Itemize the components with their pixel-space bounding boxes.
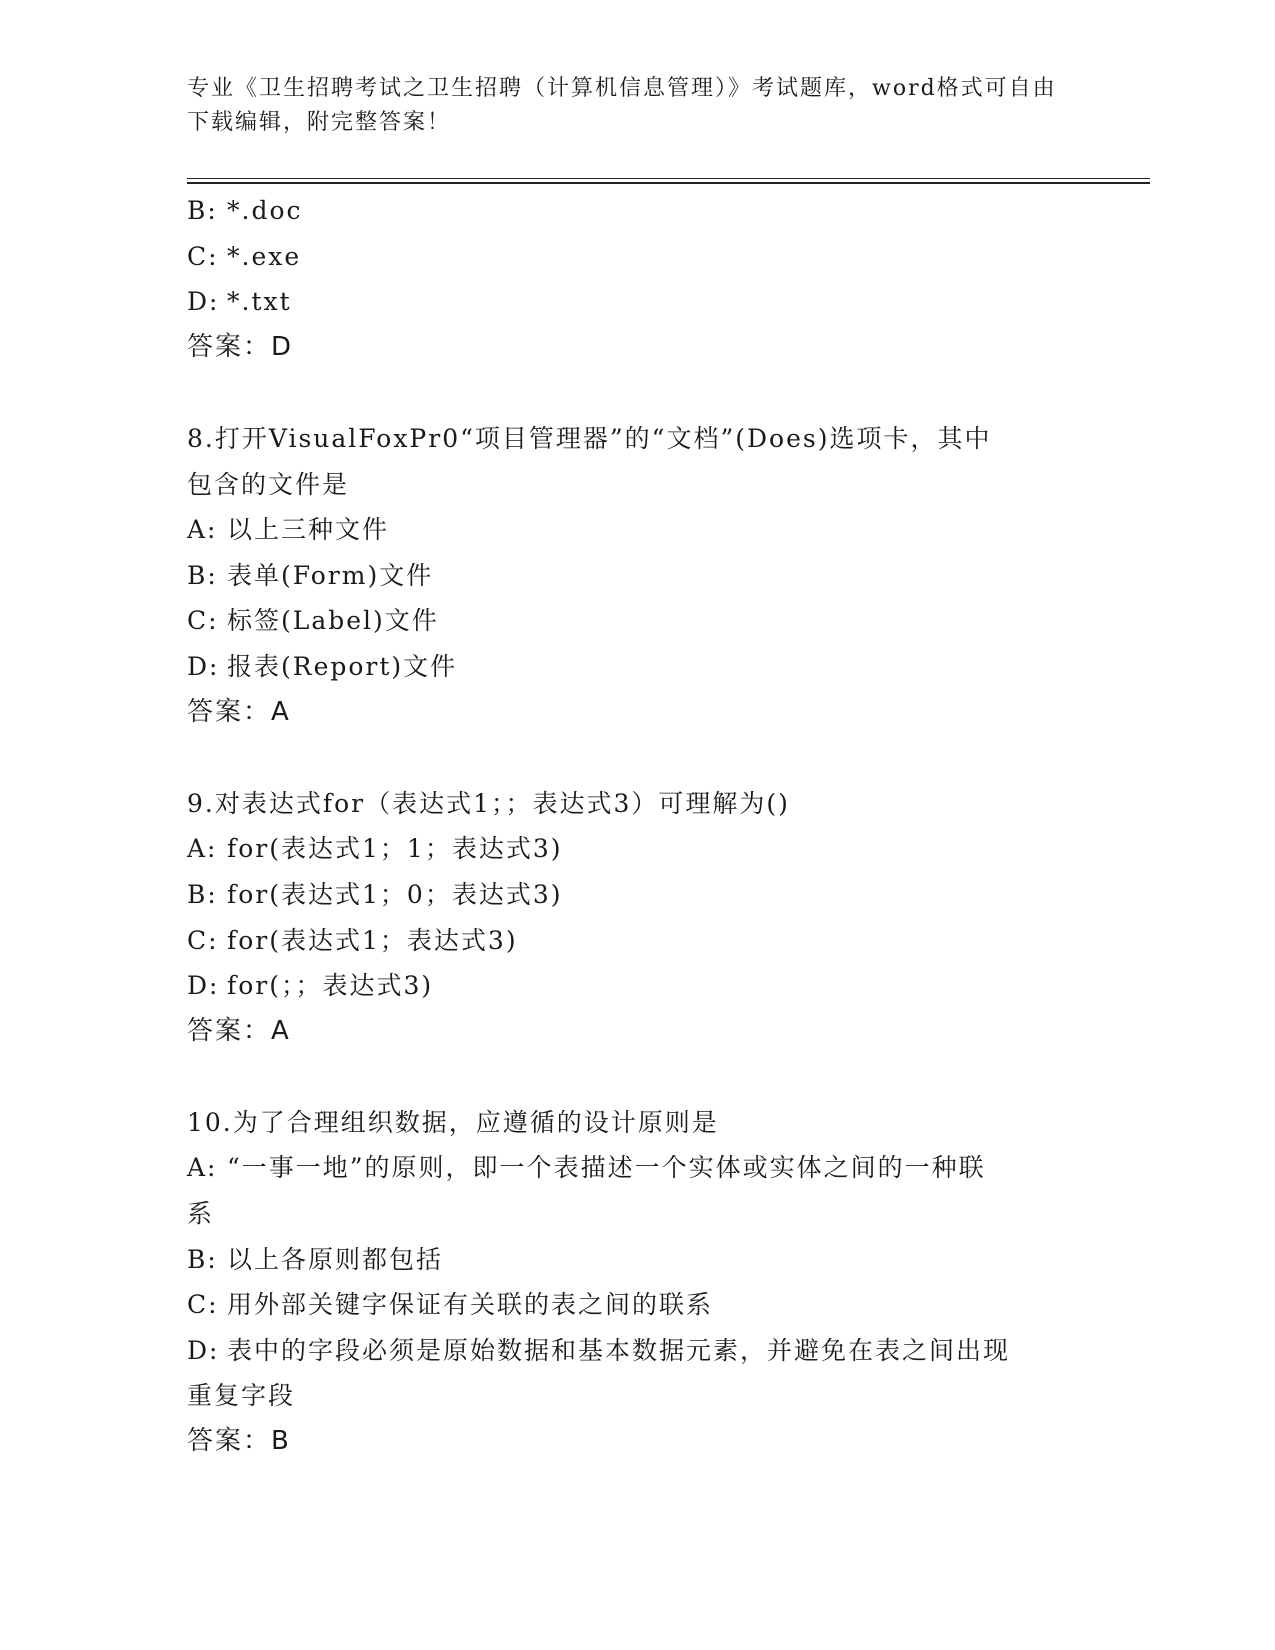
option-letter: C:	[187, 1290, 219, 1320]
option-text: 标签(Label)文件	[227, 606, 439, 636]
page-header: 专业《卫生招聘考试之卫生招聘（计算机信息管理）》考试题库，word格式可自由下载编辑，附完整答案！	[187, 76, 1057, 135]
spacer	[187, 370, 1067, 416]
question-content	[187, 188, 1067, 1465]
option-b	[187, 872, 1067, 918]
prev-question	[187, 188, 1067, 370]
spacer	[187, 1054, 1067, 1100]
option-text: 报表(Report)文件	[227, 651, 458, 681]
option-a-continued: 系	[187, 1199, 215, 1229]
option-text: *.doc	[227, 196, 303, 225]
option-b	[187, 1237, 1067, 1283]
header-rule-thick	[187, 182, 1150, 184]
question-stem: 9.对表达式for（表达式1；；表达式3）可理解为()	[187, 788, 790, 818]
option-letter: B:	[187, 1244, 218, 1274]
option-d-continued: 重复字段	[187, 1381, 296, 1411]
option-c	[187, 918, 1067, 964]
question-stem: 10.为了合理组织数据，应遵循的设计原则是	[187, 1107, 719, 1137]
option-letter: D:	[187, 651, 220, 681]
answer: 答案：A	[187, 1015, 291, 1046]
option-letter: B:	[187, 196, 218, 225]
question-9	[187, 781, 1067, 1055]
question-8	[187, 416, 1067, 735]
question-10	[187, 1100, 1067, 1465]
header-rule	[187, 178, 1150, 179]
option-c	[187, 234, 1067, 280]
option-text: for(表达式1；1；表达式3)	[227, 834, 563, 864]
option-d	[187, 644, 1067, 690]
option-d	[187, 963, 1067, 1009]
option-text: 表单(Form)文件	[227, 560, 434, 590]
option-letter: C:	[187, 925, 219, 955]
option-text: *.txt	[227, 287, 292, 317]
option-a	[187, 1145, 1067, 1191]
question-stem: 8.打开VisualFoxPr0“项目管理器”的“文档”(Does)选项卡，其中	[187, 423, 992, 453]
option-b	[187, 553, 1067, 599]
option-text: for(表达式1；0；表达式3)	[227, 879, 563, 909]
answer: 答案：A	[187, 696, 291, 727]
option-text: “一事一地”的原则，即一个表描述一个实体或实体之间的一种联	[227, 1153, 986, 1183]
answer: 答案：D	[187, 331, 294, 362]
option-letter: A:	[187, 834, 218, 864]
option-letter: A:	[187, 1153, 218, 1183]
option-text: 以上各原则都包括	[227, 1244, 444, 1274]
option-text: for(表达式1；表达式3)	[227, 925, 518, 955]
option-text: *.exe	[227, 241, 302, 271]
option-text: 用外部关键字保证有关联的表之间的联系	[227, 1290, 714, 1320]
question-stem: 包含的文件是	[187, 469, 350, 499]
option-b	[187, 188, 1067, 234]
spacer	[187, 735, 1067, 781]
option-letter: D:	[187, 287, 220, 317]
option-d	[187, 279, 1067, 325]
option-text: 以上三种文件	[227, 515, 390, 545]
option-a	[187, 507, 1067, 553]
option-a	[187, 826, 1067, 872]
option-letter: C:	[187, 241, 219, 271]
option-letter: C:	[187, 606, 219, 636]
option-text: for(；；表达式3)	[227, 971, 434, 1001]
option-c	[187, 598, 1067, 644]
option-text: 表中的字段必须是原始数据和基本数据元素，并避免在表之间出现	[227, 1335, 1011, 1365]
option-letter: D:	[187, 1335, 220, 1365]
option-letter: A:	[187, 515, 218, 545]
answer: 答案：B	[187, 1426, 291, 1457]
option-letter: D:	[187, 971, 220, 1001]
option-letter: B:	[187, 879, 218, 909]
option-d	[187, 1328, 1067, 1374]
option-c	[187, 1282, 1067, 1328]
option-letter: B:	[187, 560, 218, 590]
